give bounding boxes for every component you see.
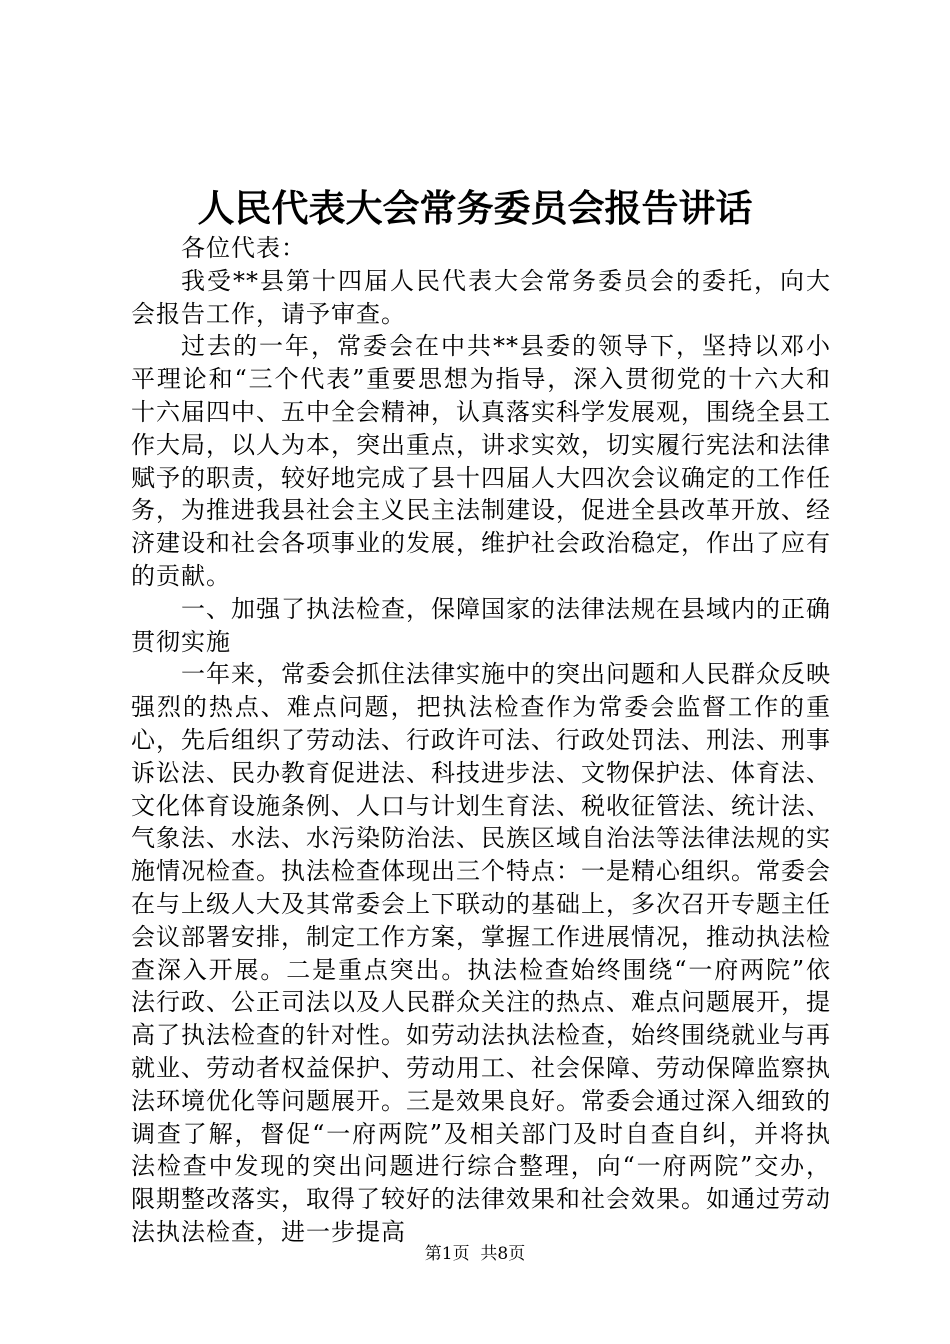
- body-paragraph: 一年来，常委会抓住法律实施中的突出问题和人民群众反映强烈的热点、难点问题，把执法检查作为常委会监督工作的重心，先后组织了劳动法、行政许可法、行政处罚法、刑法、刑事诉讼法、民办教育促进法、科技进步法、文物保护法、体育法、文化体育设施条例、人口与计划生育法、税收征管法、统计法、气象法、水法、水污染防治法、民族区域自治法等法律法规的实施情况检查。执法检查体现出三个特点：一是精心组织。常委会在与上级人大及其常委会上下联动的基础上，多次召开专题主任会议部署安排，制定工作方案，掌握工作进展情况，推动执法检查深入开展。二是重点突出。执法检查始终围绕“一府两院”依法行政、公正司法以及人民群众关注的热点、难点问题展开，提高了执法检查的针对性。如劳动法执法检查，始终围绕就业与再就业、劳动者权益保护、劳动用工、社会保障、劳动保障监察执法环境优化等问题展开。三是效果良好。常委会通过深入细致的调查了解，督促“一府两院”及相关部门及时自查自纠，并将执法检查中发现的突出问题进行综合整理，向“一府两院”交办，限期整改落实，取得了较好的法律效果和社会效果。如通过劳动法执法检查，进一步提高: [131, 660, 831, 1246]
- page-number: 第1页 共8页: [424, 1244, 526, 1264]
- review-paragraph: 过去的一年，常委会在中共**县委的领导下，坚持以邓小平理论和“三个代表”重要思想为指导，深入贯彻党的十六大和十六届四中、五中全会精神，认真落实科学发展观，围绕全县工作大局，以人为本，突出重点，讲求实效，切实履行宪法和法律赋予的职责，较好地完成了县十四届人大四次会议确定的工作任务，为推进我县社会主义民主法制建设，促进全县改革开放、经济建设和社会各项事业的发展，维护社会政治稳定，作出了应有的贡献。: [131, 332, 831, 590]
- section-heading: 一、加强了执法检查，保障国家的法律法规在县域内的正确贯彻实施: [131, 594, 831, 656]
- document-body: [131, 232, 831, 1249]
- document-title: 人民代表大会常务委员会报告讲话: [197, 187, 753, 230]
- intro-paragraph: 我受**县第十四届人民代表大会常务委员会的委托，向大会报告工作，请予审查。: [131, 266, 831, 328]
- page-footer: [0, 1242, 950, 1266]
- salutation-paragraph: 各位代表：: [181, 234, 306, 262]
